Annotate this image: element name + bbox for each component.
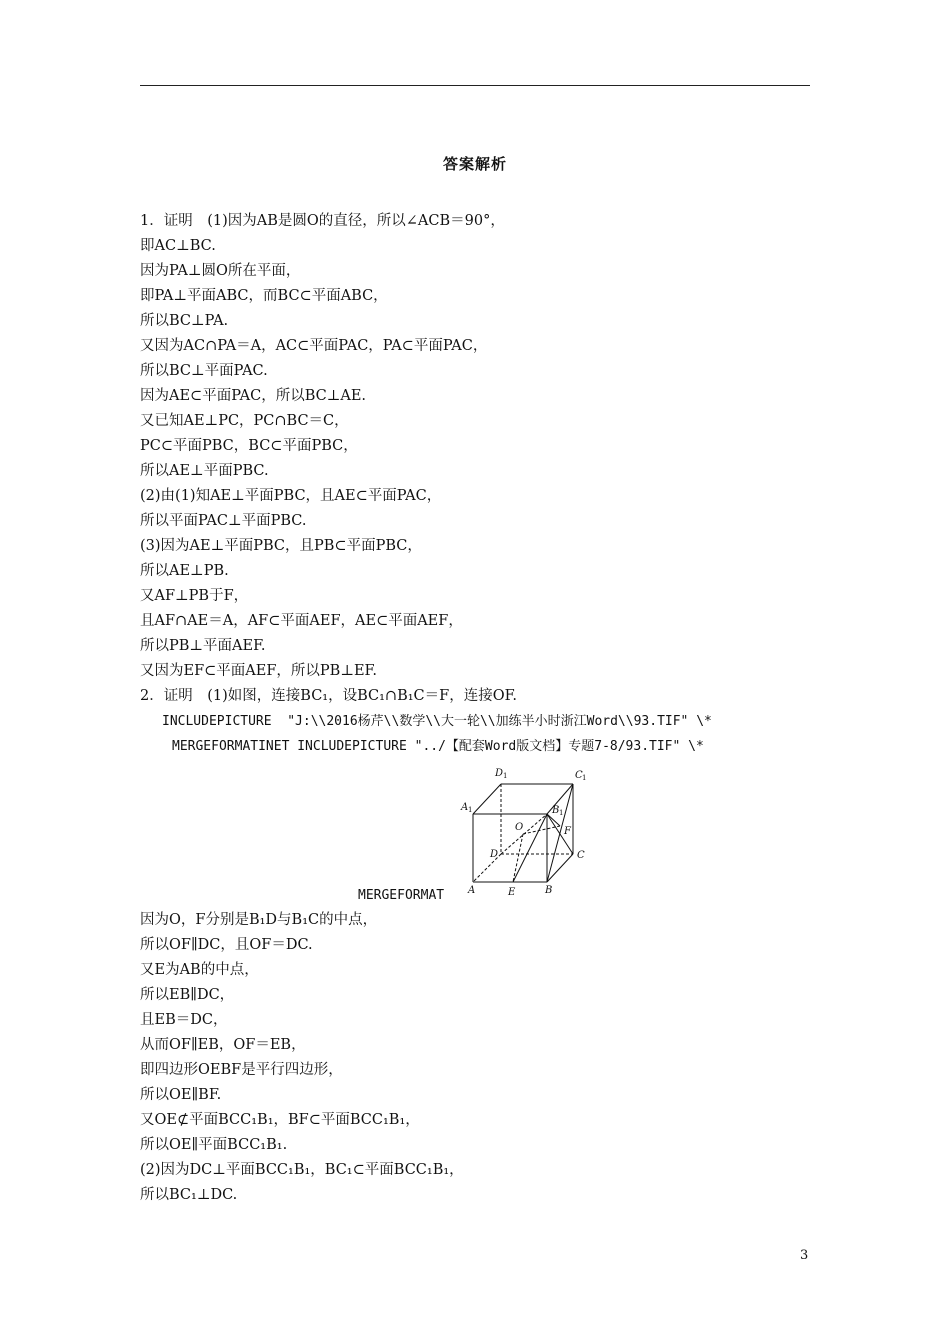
text-line: 又AF⊥PB于F， — [140, 588, 249, 604]
label-A1: A — [461, 802, 469, 813]
header-rule — [140, 85, 810, 86]
subscript: 1 — [468, 806, 473, 814]
text-line: 因为PA⊥圆O所在平面， — [140, 263, 301, 279]
text-line: 又OE⊄平面BCC₁B₁，BF⊂平面BCC₁B₁， — [140, 1112, 420, 1128]
field-code-line: INCLUDEPICTURE "J:\\2016杨芹\\数学\\大一轮\\加练半小时浙江Word\\93.TIF" \* — [162, 714, 712, 729]
text-line: PC⊂平面PBC，BC⊂平面PBC， — [140, 438, 358, 454]
text-line: 2．证明 (1)如图，连接BC₁，设BC₁∩B₁C＝F，连接OF. — [140, 688, 517, 704]
label-C: C — [577, 850, 585, 861]
text-line: 所以BC₁⊥DC. — [140, 1187, 238, 1203]
text-line: 所以BC⊥平面PAC. — [140, 363, 268, 379]
text-line: (2)因为DC⊥平面BCC₁B₁，BC₁⊂平面BCC₁B₁， — [140, 1162, 464, 1178]
text-line: (2)由(1)知AE⊥平面PBC，且AE⊂平面PAC， — [140, 488, 442, 504]
text-line: 所以AE⊥平面PBC. — [140, 463, 269, 479]
text-line: 所以OE∥BF. — [140, 1087, 222, 1103]
label-D1: D — [495, 768, 504, 779]
text-line: 又已知AE⊥PC，PC∩BC＝C， — [140, 413, 349, 429]
label-D: D — [490, 849, 499, 860]
text-line: 又因为AC∩PA＝A，AC⊂平面PAC，PA⊂平面PAC， — [140, 338, 488, 354]
text-line: 所以AE⊥PB. — [140, 563, 229, 579]
subscript: 1 — [503, 772, 508, 780]
label-B: B — [545, 885, 553, 896]
text-line: 从而OF∥EB，OF＝EB， — [140, 1037, 306, 1053]
label-C1: C — [575, 770, 583, 781]
field-code-line: MERGEFORMAT — [358, 888, 445, 903]
text-line: 即PA⊥平面ABC，而BC⊂平面ABC， — [140, 288, 388, 304]
text-line: 因为AE⊂平面PAC，所以BC⊥AE. — [140, 388, 367, 404]
cube-figure — [455, 762, 595, 902]
text-line: 因为O，F分别是B₁D与B₁C的中点， — [140, 912, 378, 928]
text-line: 且AF∩AE＝A，AF⊂平面AEF，AE⊂平面AEF， — [140, 613, 463, 629]
text-line: (3)因为AE⊥平面PBC，且PB⊂平面PBC， — [140, 538, 422, 554]
text-line: 所以EB∥DC， — [140, 987, 235, 1003]
subscript: 1 — [582, 774, 587, 782]
text-line: 所以PB⊥平面AEF. — [140, 638, 266, 654]
text-line: 又E为AB的中点， — [140, 962, 259, 978]
label-E: E — [508, 887, 516, 898]
text-line: 即AC⊥BC. — [140, 238, 216, 254]
text-line: 且EB＝DC， — [140, 1012, 228, 1028]
text-line: 所以OE∥平面BCC₁B₁. — [140, 1137, 288, 1153]
label-A: A — [468, 885, 476, 896]
label-F: F — [564, 826, 571, 837]
page-number: 3 — [800, 1248, 809, 1263]
field-code-line: MERGEFORMATINET INCLUDEPICTURE "../【配套Word版文档】专题7-8/93.TIF" \* — [172, 739, 704, 754]
label-O: O — [515, 822, 524, 833]
text-line: 又因为EF⊂平面AEF，所以PB⊥EF. — [140, 663, 377, 679]
subscript: 1 — [559, 809, 564, 817]
text-line: 所以OF∥DC，且OF＝DC. — [140, 937, 313, 953]
text-line: 1．证明 (1)因为AB是圆O的直径，所以∠ACB＝90°， — [140, 213, 505, 229]
text-line: 所以平面PAC⊥平面PBC. — [140, 513, 307, 529]
text-line: 所以BC⊥PA. — [140, 313, 229, 329]
page-title: 答案解析 — [442, 155, 507, 173]
label-B1: B — [552, 805, 560, 816]
text-line: 即四边形OEBF是平行四边形， — [140, 1062, 343, 1078]
